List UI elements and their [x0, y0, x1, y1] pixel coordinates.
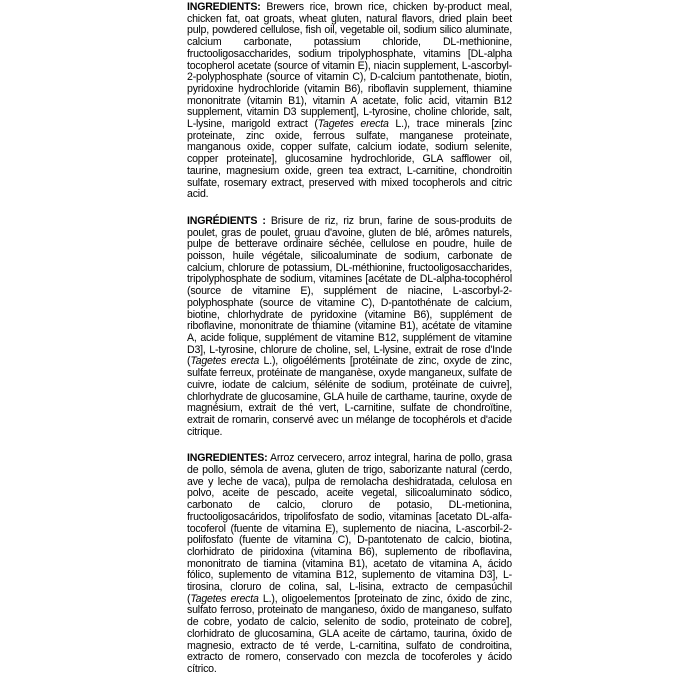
ingredients-heading-spanish: INGREDIENTES: [187, 452, 268, 465]
latin-species-name-english: Tagetes erecta [317, 118, 389, 131]
ingredients-text-spanish: Arroz cervecero, arroz integral, harina de pollo, grasa de pollo, sémola de avena, gluten de trigo, saborizante natural (cerdo, ave y leche de vaca), pulpa de remolacha deshidratada, celulosa en polvo, aceite de pescado, aceite vegetal, silicoaluminato sódico, carbonato de calcio, cloruro de potasio, DL-metionina, fructooligosacáridos, tripolifosfato de sodio, vitaminas [acetato DL-alfa-tocoferol (fuente de vitamina E), suplemento de niacina, L-ascorbil-2-polifosfato (fuente de vitamina C), D-pantotenato de calcio, biotina, clorhidrato de piridoxina (vitamina B6), suplemento de riboflavina, mononitrato de tiamina (vitamina B1), acetato de vitamina A, ácido fólico, suplemento de vitamina B12, suplemento de vitamina D3], L-tirosina, cloruro de colina, sal, L-lisina, extracto de cempasúchil ( [187, 452, 512, 605]
ingredients-text-french-continued: L.), oligoéléments [protéinate de zinc, oxyde de zinc, sulfate ferreux, protéinate de manganèse, oxyde manganeux, sulfate de cuivre, iodate de calcium, sélénite de sodium, protéinate de cuivre], chlorhydrate de glucosamine, GLA huile de carthame, taurine, oxyde de magnésium, extrait de thé vert, L-carnitine, sulfate de chondroïtine, extrait de romarin, conservé avec un mélange de tocophérols et d'acide citrique. [187, 355, 512, 438]
ingredients-text-english-continued: L.), trace minerals [zinc proteinate, zinc oxide, ferrous sulfate, manganese proteinate, manganous oxide, copper sulfate, calcium iodate, sodium selenite, copper proteinate], glucosamine hydrochloride, GLA safflower oil, taurine, magnesium oxide, green tea extract, L-carnitine, chondroitin sulfate, rosemary extract, preserved with mixed tocopherols and citric acid. [187, 118, 512, 201]
ingredients-paragraph-spanish [187, 453, 512, 675]
ingredients-text-french: Brisure de riz, riz brun, farine de sous-produits de poulet, gras de poulet, gruau d'avoine, gluten de blé, arômes naturels, pulpe de betterave ordinaire séchée, cellulose en poudre, huile de poisson, huile végétale, silicoaluminate de sodium, carbonate de calcium, chlorure de potassium, DL-méthionine, fructooligosaccharides, tripolyphosphate de sodium, vitamines [acétate de DL-alpha-tocophérol (source de vitamine E), supplément de niacine, L-ascorbyl-2-polyphosphate (source de vitamine C), D-pantothénate de calcium, biotine, chlorhydrate de pyridoxine (vitamine B6), supplément de riboflavine, mononitrate de thiamine (vitamine B1), acétate de vitamine A, acide folique, supplément de vitamine B12, supplément de vitamine D3], L-tyrosine, chlorure de choline, sel, L-lysine, extrait de rose d'Inde ( [187, 214, 512, 368]
ingredients-label [187, 2, 512, 676]
ingredients-paragraph-english [187, 2, 512, 201]
ingredients-text-english: Brewers rice, brown rice, chicken by-product meal, chicken fat, oat groats, wheat gluten, natural flavors, dried plain beet pulp, powdered cellulose, fish oil, vegetable oil, sodium silico aluminate, calcium carbonate, potassium chloride, DL-methionine, fructooligosaccharides, sodium tripolyphosphate, vitamins [DL-alpha tocopherol acetate (source of vitamin E), niacin supplement, L-ascorbyl-2-polyphosphate (source of vitamin C), D-calcium pantothenate, biotin, pyridoxine hydrochloride (vitamin B6), riboflavin supplement, thiamine mononitrate (vitamin B1), vitamin A acetate, folic acid, vitamin B12 supplement, vitamin D3 supplement], L-tyrosine, choline chloride, salt, L-lysine, marigold extract ( [187, 1, 512, 131]
ingredients-heading-french: INGRÉDIENTS : [187, 214, 266, 227]
ingredients-heading-english: INGREDIENTS: [187, 1, 261, 13]
ingredients-paragraph-french [187, 216, 512, 438]
latin-species-name-french: Tagetes erecta [190, 355, 260, 368]
latin-species-name-spanish: Tagetes erecta [190, 592, 259, 605]
ingredients-text-spanish-continued: L.), oligoelementos [proteinato de zinc, óxido de zinc, sulfato ferroso, proteinato de manganeso, óxido de manganeso, sulfato de cobre, yodato de calcio, selenito de sodio, proteinato de cobre], clorhidrato de glucosamina, GLA aceite de cártamo, taurina, óxido de magnesio, extracto de té verde, L-carnitina, sulfato de condroitina, extracto de romero, conservado con mezcla de tocoferoles y ácido cítrico. [187, 592, 512, 675]
